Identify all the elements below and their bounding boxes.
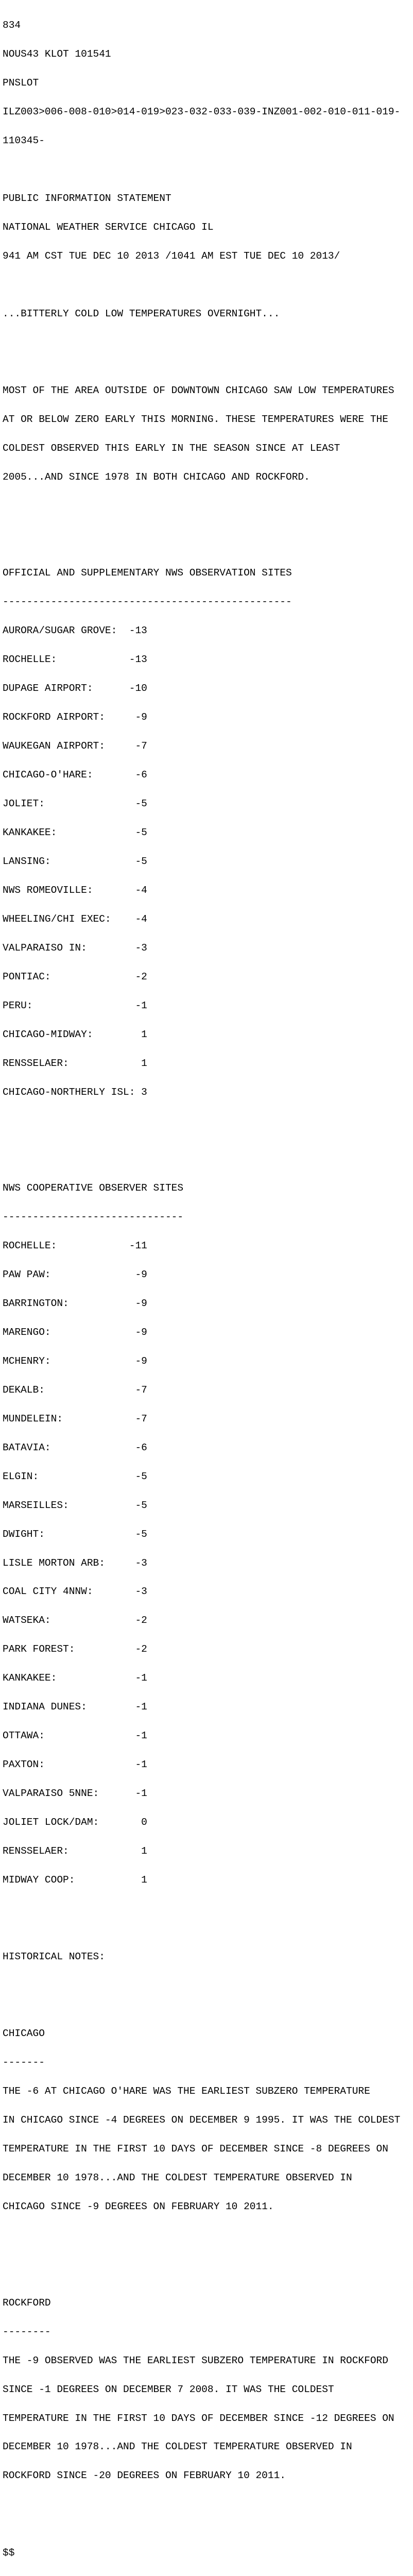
site-row: PARK FOREST: -2 — [3, 1643, 147, 1655]
blank-line — [3, 1136, 413, 1145]
site-row: PERU: -1 — [3, 999, 147, 1011]
chicago-note-line: DECEMBER 10 1978...AND THE COLDEST TEMPERATURE OBSERVED IN — [3, 2172, 352, 2184]
site-row: BARRINGTON: -9 — [3, 1297, 147, 1309]
statement-type: PUBLIC INFORMATION STATEMENT — [3, 193, 171, 205]
site-row: MARENGO: -9 — [3, 1326, 147, 1338]
blank-line — [3, 338, 413, 348]
chicago-title: CHICAGO — [3, 2028, 45, 2040]
intro-line: AT OR BELOW ZERO EARLY THIS MORNING. THESE TEMPERATURES WERE THE — [3, 414, 388, 426]
zone-list-line-2: 110345- — [3, 135, 45, 147]
product-terminator: $$ — [3, 2547, 15, 2558]
rockford-note-line: TEMPERATURE IN THE FIRST 10 DAYS OF DECEMBER SINCE -12 DEGREES ON — [3, 2412, 394, 2424]
official-sites-rule: ------------------------------------------------ — [3, 596, 292, 608]
site-row: MUNDELEIN: -7 — [3, 1413, 147, 1425]
issue-time: 941 AM CST TUE DEC 10 2013 /1041 AM EST TUE DEC 10 2013/ — [3, 250, 340, 262]
site-row: COAL CITY 4NNW: -3 — [3, 1586, 147, 1598]
issuing-office: NATIONAL WEATHER SERVICE CHICAGO IL — [3, 221, 214, 233]
official-sites-section — [3, 549, 413, 1116]
coop-sites-rule: ------------------------------ — [3, 1211, 184, 1223]
chicago-note-line: IN CHICAGO SINCE -4 DEGREES ON DECEMBER 9 1995. IT WAS THE COLDEST — [3, 2114, 401, 2126]
blank-line — [3, 2519, 413, 2529]
site-row: PONTIAC: -2 — [3, 971, 147, 982]
blank-line — [3, 1923, 413, 1933]
site-row: VALPARAISO IN: -3 — [3, 942, 147, 954]
site-row: JOLIET LOCK/DAM: 0 — [3, 1817, 147, 1828]
intro-line: MOST OF THE AREA OUTSIDE OF DOWNTOWN CHICAGO SAW LOW TEMPERATURES — [3, 385, 394, 397]
rockford-rule: -------- — [3, 2326, 51, 2337]
site-row: INDIANA DUNES: -1 — [3, 1701, 147, 1713]
site-row: MARSEILLES: -5 — [3, 1499, 147, 1511]
coop-sites-section — [3, 1164, 413, 1904]
product-id: 834 — [3, 20, 21, 31]
site-row: KANKAKEE: -1 — [3, 1672, 147, 1684]
blank-line — [3, 165, 413, 175]
blank-line — [3, 520, 413, 530]
intro-line: 2005...AND SINCE 1978 IN BOTH CHICAGO AND ROCKFORD. — [3, 471, 310, 483]
site-row: ELGIN: -5 — [3, 1470, 147, 1482]
site-row: CHICAGO-NORTHERLY ISL: 3 — [3, 1086, 147, 1098]
site-row: ROCHELLE: -13 — [3, 654, 147, 666]
site-row: RENSSELAER: 1 — [3, 1057, 147, 1069]
rockford-note-line: ROCKFORD SINCE -20 DEGREES ON FEBRUARY 10 2011. — [3, 2470, 286, 2482]
site-row: MCHENRY: -9 — [3, 1355, 147, 1367]
chicago-note-line: THE -6 AT CHICAGO O'HARE WAS THE EARLIEST SUBZERO TEMPERATURE — [3, 2086, 370, 2097]
site-row: DUPAGE AIRPORT: -10 — [3, 683, 147, 694]
site-row: PAW PAW: -9 — [3, 1269, 147, 1280]
site-row: ROCHELLE: -11 — [3, 1240, 147, 1252]
official-sites-heading: OFFICIAL AND SUPPLEMENTARY NWS OBSERVATION SITES — [3, 567, 292, 579]
site-row: BATAVIA: -6 — [3, 1442, 147, 1453]
blank-line — [3, 1981, 413, 1991]
chicago-note-line: CHICAGO SINCE -9 DEGREES ON FEBRUARY 10 2011. — [3, 2201, 274, 2213]
site-row: RENSSELAER: 1 — [3, 1845, 147, 1857]
chicago-rule: ------- — [3, 2057, 45, 2069]
site-row: OTTAWA: -1 — [3, 1730, 147, 1742]
coop-sites-heading: NWS COOPERATIVE OBSERVER SITES — [3, 1182, 184, 1194]
rockford-title: ROCKFORD — [3, 2297, 51, 2309]
chicago-note-line: TEMPERATURE IN THE FIRST 10 DAYS OF DECEMBER SINCE -8 DEGREES ON — [3, 2143, 388, 2155]
intro-line: COLDEST OBSERVED THIS EARLY IN THE SEASON SINCE AT LEAST — [3, 442, 340, 454]
site-row: ROCKFORD AIRPORT: -9 — [3, 711, 147, 723]
site-row: VALPARAISO 5NNE: -1 — [3, 1788, 147, 1800]
site-row: WAUKEGAN AIRPORT: -7 — [3, 740, 147, 752]
intro-paragraph — [3, 367, 413, 501]
site-row: LANSING: -5 — [3, 855, 147, 867]
blank-line — [3, 2250, 413, 2260]
site-row: DEKALB: -7 — [3, 1384, 147, 1396]
rockford-note-line: SINCE -1 DEGREES ON DECEMBER 7 2008. IT WAS THE COLDEST — [3, 2383, 334, 2395]
site-row: DWIGHT: -5 — [3, 1528, 147, 1540]
site-row: MIDWAY COOP: 1 — [3, 1874, 147, 1886]
zone-list-line-1: ILZ003>006-008-010>014-019>023-032-033-039-INZ001-002-010-011-019- — [3, 106, 401, 118]
chicago-notes — [3, 2010, 413, 2231]
rockford-note-line: THE -9 OBSERVED WAS THE EARLIEST SUBZERO TEMPERATURE IN ROCKFORD — [3, 2354, 388, 2366]
headline: ...BITTERLY COLD LOW TEMPERATURES OVERNIGHT... — [3, 308, 280, 319]
wmo-header: NOUS43 KLOT 101541 — [3, 48, 111, 60]
site-row: JOLIET: -5 — [3, 798, 147, 810]
site-row: CHICAGO-O'HARE: -6 — [3, 769, 147, 781]
blank-line — [3, 280, 413, 290]
site-row: KANKAKEE: -5 — [3, 827, 147, 839]
awips-id: PNSLOT — [3, 77, 39, 89]
site-row: NWS ROMEOVILLE: -4 — [3, 884, 147, 896]
site-row: AURORA/SUGAR GROVE: -13 — [3, 625, 147, 637]
site-row: WHEELING/CHI EXEC: -4 — [3, 913, 147, 925]
site-row: LISLE MORTON ARB: -3 — [3, 1557, 147, 1569]
historical-notes-heading: HISTORICAL NOTES: — [3, 1951, 105, 1963]
site-row: CHICAGO-MIDWAY: 1 — [3, 1028, 147, 1040]
site-row: PAXTON: -1 — [3, 1759, 147, 1771]
site-row: WATSEKA: -2 — [3, 1615, 147, 1626]
rockford-note-line: DECEMBER 10 1978...AND THE COLDEST TEMPERATURE OBSERVED IN — [3, 2441, 352, 2453]
rockford-notes — [3, 2279, 413, 2500]
